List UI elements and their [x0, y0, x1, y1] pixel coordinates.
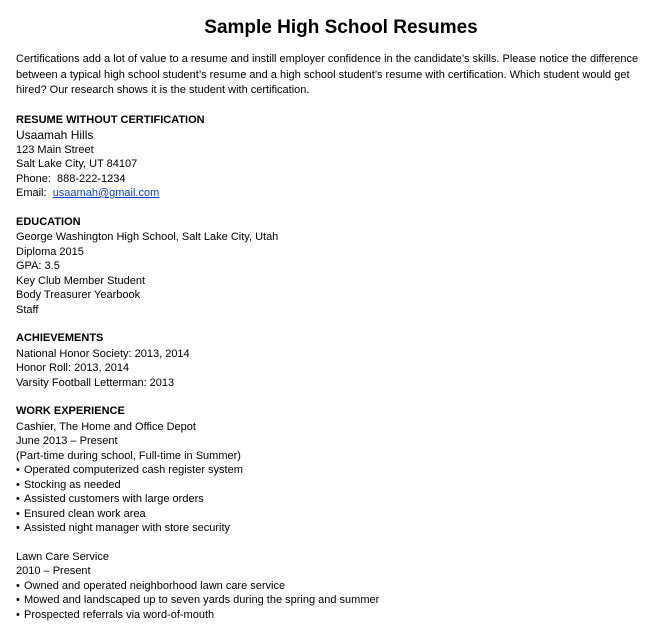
phone-line — [16, 172, 646, 187]
intro-paragraph: Certifications add a lot of value to a resume and instill employer confidence in the candidate’s skills. Please notice the difference between a typical high school student’s resume and a high school student’s resume with certification. Which student would get hired? Our research shows it is the student with certification. — [16, 53, 639, 96]
education-section — [16, 215, 646, 318]
achievement-line: Honor Roll: 2013, 2014 — [16, 362, 130, 374]
work-experience-section — [16, 404, 646, 622]
education-line: GPA: 3.5 — [16, 260, 60, 272]
job-block-lawn-care — [16, 550, 646, 623]
city-state-zip: Salt Lake City, UT 84107 — [16, 158, 138, 170]
job-dates: 2010 – Present — [16, 565, 91, 577]
job-title: Lawn Care Service — [16, 550, 109, 563]
job-bullet: • Assisted customers with large orders — [16, 492, 646, 507]
job-bullet: • Operated computerized cash register system — [16, 463, 646, 478]
email-link[interactable]: usaamah@gmail.com — [52, 187, 160, 199]
section-heading-achievements: ACHIEVEMENTS — [16, 332, 104, 344]
job-bullet: • Stocking as needed — [16, 478, 646, 493]
job-bullet: • Owned and operated neighborhood lawn care service — [16, 579, 646, 594]
achievements-section — [16, 331, 646, 390]
education-line: George Washington High School, Salt Lake City, Utah — [16, 231, 279, 243]
job-bullet: • Assisted night manager with store security — [16, 521, 646, 536]
resume-document — [16, 16, 646, 636]
job-title: Cashier, The Home and Office Depot — [16, 420, 196, 433]
phone-number: 888-222-1234 — [57, 172, 126, 185]
job-bullet: • Ensured clean work area — [16, 507, 646, 522]
education-line: Key Club Member Student — [16, 274, 146, 287]
job-bullet: • Mowed and landscaped up to seven yards during the spring and summer — [16, 593, 646, 608]
page-title: Sample High School Resumes — [204, 17, 478, 38]
education-line: Staff — [16, 303, 39, 316]
job-dates: June 2013 – Present — [16, 435, 118, 447]
section-heading-education: EDUCATION — [16, 215, 81, 228]
achievement-line: Varsity Football Letterman: 2013 — [16, 376, 175, 389]
job-note: (Part-time during school, Full-time in Summer) — [16, 449, 241, 462]
section-heading-resume: RESUME WITHOUT CERTIFICATION — [16, 113, 205, 126]
job-bullet: • Prospected referrals via word-of-mouth — [16, 608, 646, 623]
education-line: Diploma 2015 — [16, 245, 84, 258]
education-line: Body Treasurer Yearbook — [16, 289, 141, 301]
street-address: 123 Main Street — [16, 143, 94, 156]
candidate-name: Usaamah Hills — [16, 128, 94, 142]
achievement-line: National Honor Society: 2013, 2014 — [16, 347, 190, 360]
contact-section — [16, 113, 646, 201]
section-heading-work: WORK EXPERIENCE — [16, 405, 125, 417]
phone-label: Phone: — [16, 172, 51, 185]
email-label: Email: — [16, 187, 47, 199]
email-line — [16, 186, 646, 201]
